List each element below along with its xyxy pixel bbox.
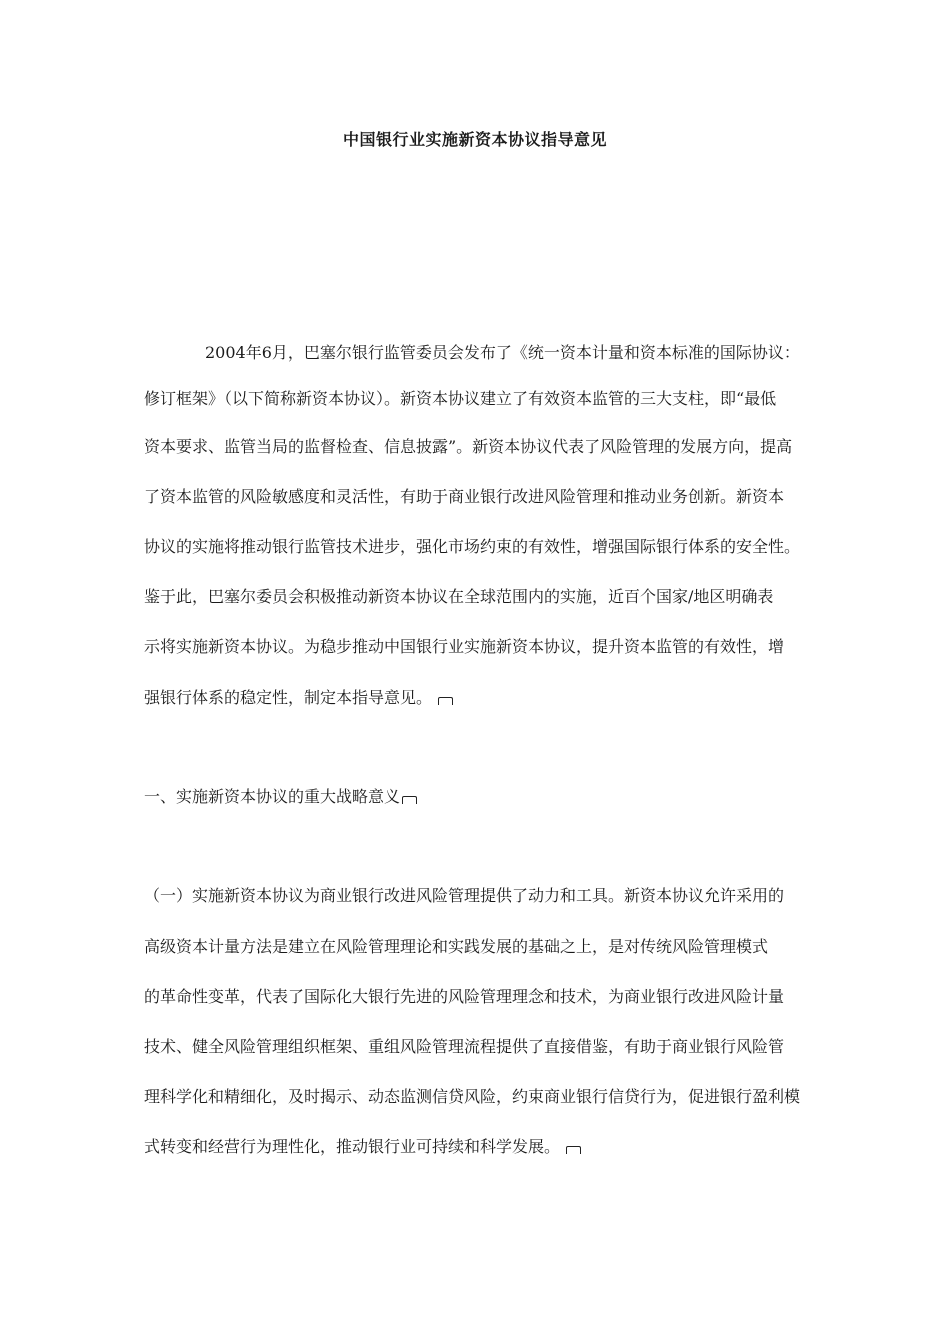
section-1-line-6 — [144, 1137, 581, 1157]
paragraph-mark-icon — [566, 1146, 581, 1154]
section-heading-text: 一、实施新资本协议的重大战略意义 — [144, 787, 401, 806]
intro-line-8-text: 强银行体系的稳定性，制定本指导意见。 — [144, 688, 433, 707]
paragraph-mark-icon — [438, 697, 453, 705]
section-heading — [144, 787, 417, 807]
section-1-line-6-text: 式转变和经营行为理性化，推动银行业可持续和科学发展。 — [144, 1137, 561, 1156]
intro-line-8 — [144, 688, 453, 708]
section-1-line-4: 技术、健全风险管理组织框架、重组风险管理流程提供了直接借鉴，有助于商业银行风险管 — [144, 1037, 785, 1056]
section-1-line-3: 的革命性变革，代表了国际化大银行先进的风险管理理念和技术，为商业银行改进风险计量 — [144, 987, 785, 1006]
intro-line-5: 协议的实施将推动银行监管技术进步，强化市场约束的有效性，增强国际银行体系的安全性。 — [144, 537, 801, 556]
section-1-line-2: 高级资本计量方法是建立在风险管理理论和实践发展的基础之上，是对传统风险管理模式 — [144, 937, 769, 956]
intro-line-1: 2004年6月，巴塞尔银行监管委员会发布了《统一资本计量和资本标准的国际协议： — [205, 343, 800, 362]
intro-line-7: 示将实施新资本协议。为稳步推动中国银行业实施新资本协议，提升资本监管的有效性，增 — [144, 637, 785, 656]
intro-line-4: 了资本监管的风险敏感度和灵活性，有助于商业银行改进风险管理和推动业务创新。新资本 — [144, 487, 785, 506]
section-1-line-1: （一）实施新资本协议为商业银行改进风险管理提供了动力和工具。新资本协议允许采用的 — [144, 886, 785, 905]
intro-line-2: 修订框架》（以下简称新资本协议）。新资本协议建立了有效资本监管的三大支柱，即“最低 — [144, 389, 777, 408]
paragraph-mark-icon — [402, 796, 417, 804]
intro-line-6: 鉴于此，巴塞尔委员会积极推动新资本协议在全球范围内的实施，近百个国家/地区明确表 — [144, 587, 774, 606]
intro-line-3: 资本要求、监管当局的监督检查、信息披露”。新资本协议代表了风险管理的发展方向，提高 — [144, 437, 793, 456]
section-1-line-5: 理科学化和精细化，及时揭示、动态监测信贷风险，约束商业银行信贷行为，促进银行盈利模 — [144, 1087, 801, 1106]
document-title: 中国银行业实施新资本协议指导意见 — [342, 130, 607, 149]
